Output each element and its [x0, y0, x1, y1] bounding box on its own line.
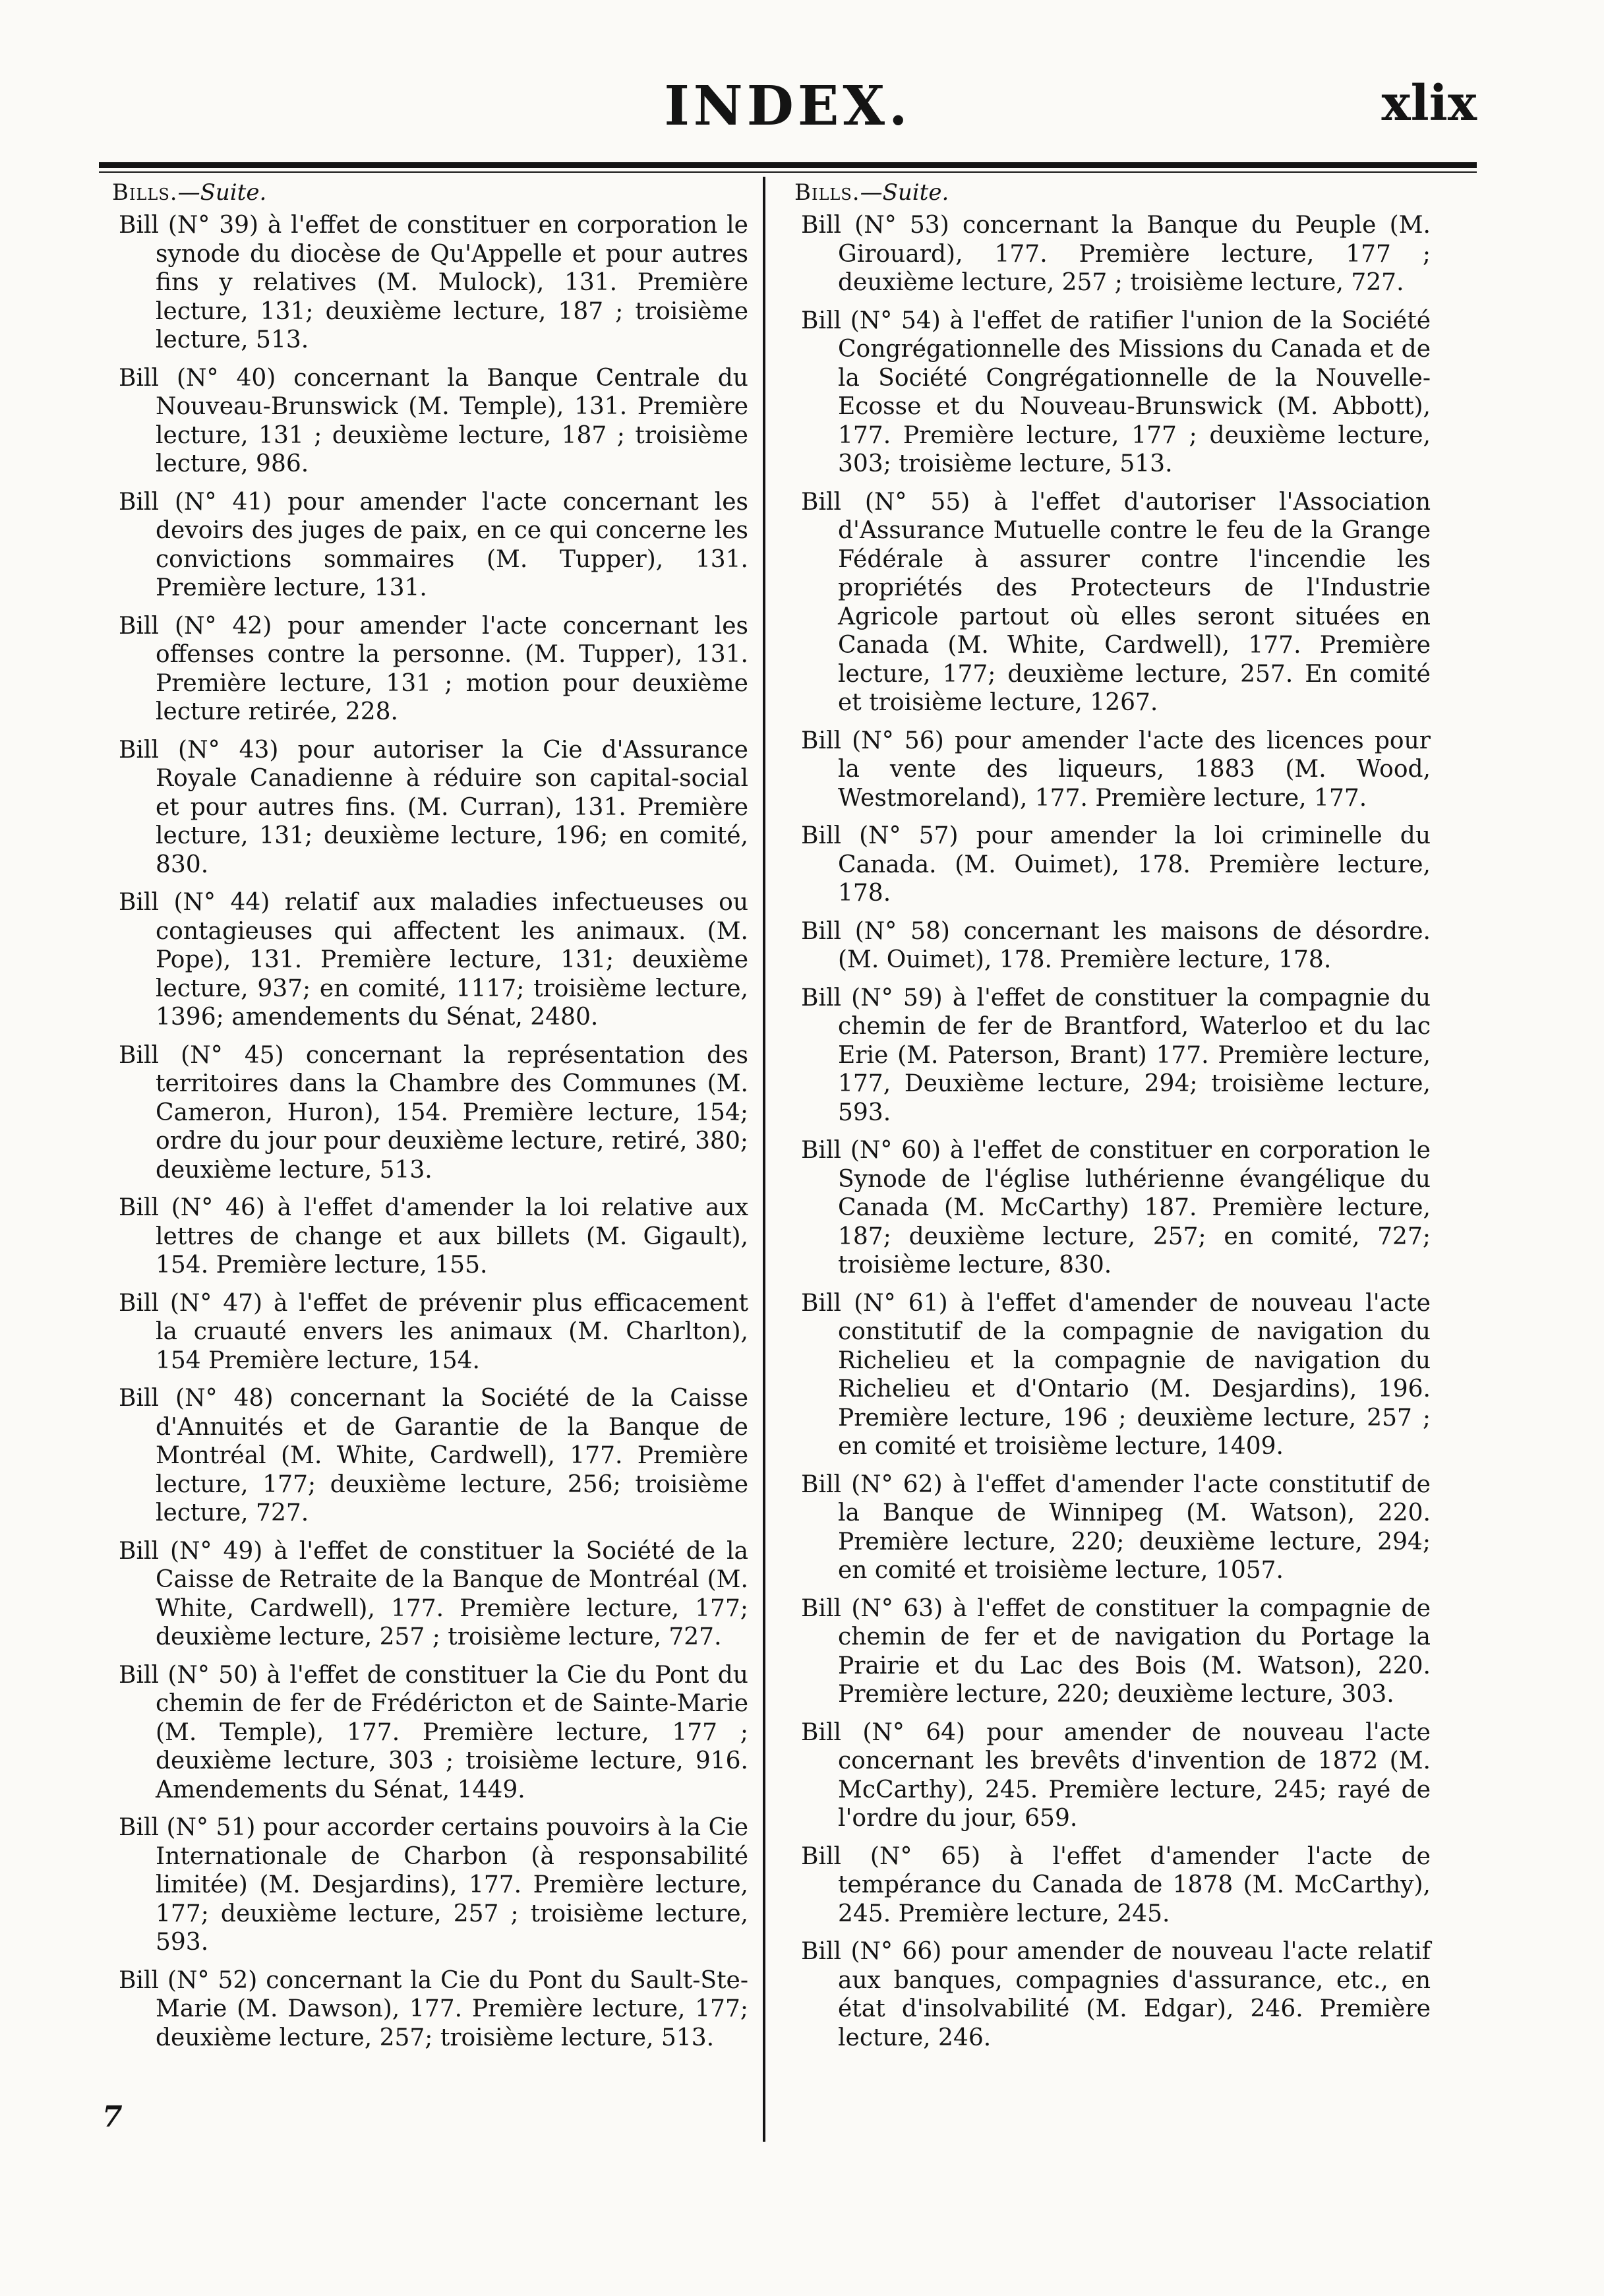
page-number: xlix	[1381, 75, 1477, 132]
section-suffix: —Suite.	[177, 179, 267, 206]
page-header	[99, 75, 1477, 152]
index-entry: Bill (N° 57) pour amender la loi criminelle du Canada. (M. Ouimet), 178. Première lecture, 178.	[801, 822, 1431, 907]
index-entry: Bill (N° 41) pour amender l'acte concernant les devoirs des juges de paix, en ce qui concerne les convictions sommaires (M. Tupper), 131. Première lecture, 131.	[119, 488, 748, 601]
section-heading	[794, 178, 1431, 207]
index-entry: Bill (N° 66) pour amender de nouveau l'acte relatif aux banques, compagnies d'assurance, etc., en état d'insolvabilité (M. Edgar), 246. Première lecture, 246.	[801, 1938, 1431, 2051]
header-rule	[99, 162, 1477, 168]
index-entry: Bill (N° 53) concernant la Banque du Peuple (M. Girouard), 177. Première lecture, 177 ; deuxième lecture, 257 ; troisième lecture, 727.	[801, 212, 1431, 296]
section-suffix: —Suite.	[860, 179, 949, 206]
index-entry: Bill (N° 55) à l'effet d'autoriser l'Association d'Assurance Mutuelle contre le feu de la Grange Fédérale à assurer contre l'incendie les propriétés des Protecteurs de l'Industrie Agricole partout où elles seront situées en Canada (M. White, Cardwell), 177. Première lecture, 177; deuxième lecture, 257. En comité et troisième lecture, 1267.	[801, 488, 1431, 716]
index-entry: Bill (N° 61) à l'effet d'amender de nouveau l'acte constitutif de la compagnie de navigation du Richelieu et la compagnie de navigation du Richelieu et d'Ontario (M. Desjardins), 196. Première lecture, 196 ; deuxième lecture, 257 ; en comité et troisième lecture, 1409.	[801, 1289, 1431, 1460]
page-title: INDEX.	[664, 75, 912, 138]
index-entry: Bill (N° 42) pour amender l'acte concernant les offenses contre la personne. (M. Tupper), 131. Première lecture, 131 ; motion pour deuxième lecture retirée, 228.	[119, 612, 748, 725]
column-divider	[763, 177, 765, 2142]
section-label: Bills.	[794, 179, 860, 206]
index-entry: Bill (N° 52) concernant la Cie du Pont du Sault-Ste-Marie (M. Dawson), 177. Première lecture, 177; deuxième lecture, 257; troisième lecture, 513.	[119, 1966, 748, 2051]
index-entry: Bill (N° 62) à l'effet d'amender l'acte constitutif de la Banque de Winnipeg (M. Watson), 220. Première lecture, 220; deuxième lecture, 294; en comité et troisième lecture, 1057.	[801, 1470, 1431, 1584]
index-entry: Bill (N° 56) pour amender l'acte des licences pour la vente des liqueurs, 1883 (M. Wood, Westmoreland), 177. Première lecture, 177.	[801, 727, 1431, 812]
index-entry: Bill (N° 45) concernant la représentation des territoires dans la Chambre des Communes (M. Cameron, Huron), 154. Première lecture, 154; ordre du jour pour deuxième lecture, retiré, 380; deuxième lecture, 513.	[119, 1041, 748, 1184]
index-entry: Bill (N° 40) concernant la Banque Centrale du Nouveau-Brunswick (M. Temple), 131. Première lecture, 131 ; deuxième lecture, 187 ; troisième lecture, 986.	[119, 364, 748, 477]
index-entry: Bill (N° 47) à l'effet de prévenir plus efficacement la cruauté envers les animaux (M. Charlton), 154 Première lecture, 154.	[119, 1289, 748, 1374]
header-rule-thin	[99, 171, 1477, 173]
index-entry: Bill (N° 50) à l'effet de constituer la Cie du Pont du chemin de fer de Frédéricton et de Sainte-Marie (M. Temple), 177. Première lecture, 177 ; deuxième lecture, 303 ; troisième lecture, 916. Amendements du Sénat, 1449.	[119, 1661, 748, 1803]
index-entry: Bill (N° 49) à l'effet de constituer la Société de la Caisse de Retraite de la Banque de Montréal (M. White, Cardwell), 177. Première lecture, 177; deuxième lecture, 257 ; troisième lecture, 727.	[119, 1537, 748, 1650]
right-column	[781, 178, 1431, 2061]
index-entry: Bill (N° 46) à l'effet d'amender la loi relative aux lettres de change et aux billets (M. Gigault), 154. Première lecture, 155.	[119, 1194, 748, 1279]
index-entry: Bill (N° 59) à l'effet de constituer la compagnie du chemin de fer de Brantford, Waterloo et du lac Erie (M. Paterson, Brant) 177. Première lecture, 177, Deuxième lecture, 294; troisième lecture, 593.	[801, 984, 1431, 1126]
section-label: Bills.	[112, 179, 178, 206]
index-entry: Bill (N° 48) concernant la Société de la Caisse d'Annuités et de Garantie de la Banque de Montréal (M. White, Cardwell), 177. Première lecture, 177; deuxième lecture, 256; troisième lecture, 727.	[119, 1385, 748, 1526]
index-entry: Bill (N° 43) pour autoriser la Cie d'Assurance Royale Canadienne à réduire son capital-social et pour autres fins. (M. Curran), 131. Première lecture, 131; deuxième lecture, 196; en comité, 830.	[119, 736, 748, 878]
index-entry: Bill (N° 54) à l'effet de ratifier l'union de la Société Congrégationnelle des Missions du Canada et de la Société Congrégationnelle de la Nouvelle-Ecosse et du Nouveau-Brunswick (M. Abbott), 177. Première lecture, 177 ; deuxième lecture, 303; troisième lecture, 513.	[801, 307, 1431, 477]
index-entry: Bill (N° 63) à l'effet de constituer la compagnie de chemin de fer et de navigation du Portage la Prairie et du Lac des Bois (M. Watson), 220. Première lecture, 220; deuxième lecture, 303.	[801, 1594, 1431, 1708]
index-entry: Bill (N° 44) relatif aux maladies infectueuses ou contagieuses qui affectent les animaux. (M. Pope), 131. Première lecture, 131; deuxième lecture, 937; en comité, 1117; troisième lecture, 1396; amendements du Sénat, 2480.	[119, 889, 748, 1031]
index-entry: Bill (N° 51) pour accorder certains pouvoirs à la Cie Internationale de Charbon (à responsabilité limitée) (M. Desjardins), 177. Première lecture, 177; deuxième lecture, 257 ; troisième lecture, 593.	[119, 1814, 748, 1956]
section-heading	[112, 178, 748, 207]
index-entry: Bill (N° 65) à l'effet d'amender l'acte de tempérance du Canada de 1878 (M. McCarthy), 245. Première lecture, 245.	[801, 1842, 1431, 1927]
signature-mark: 7	[102, 2100, 123, 2134]
left-column	[99, 178, 748, 2061]
index-entry: Bill (N° 58) concernant les maisons de désordre. (M. Ouimet), 178. Première lecture, 178.	[801, 917, 1431, 973]
index-entry: Bill (N° 39) à l'effet de constituer en corporation le synode du diocèse de Qu'Appelle et pour autres fins y relatives (M. Mulock), 131. Première lecture, 131; deuxième lecture, 187 ; troisième lecture, 513.	[119, 212, 748, 353]
index-entry: Bill (N° 64) pour amender de nouveau l'acte concernant les brevêts d'invention de 1872 (M. McCarthy), 245. Première lecture, 245; rayé de l'ordre du jour, 659.	[801, 1718, 1431, 1832]
index-entry: Bill (N° 60) à l'effet de constituer en corporation le Synode de l'église luthérienne évangélique du Canada (M. McCarthy) 187. Première lecture, 187; deuxième lecture, 257; en comité, 727; troisième lecture, 830.	[801, 1137, 1431, 1279]
